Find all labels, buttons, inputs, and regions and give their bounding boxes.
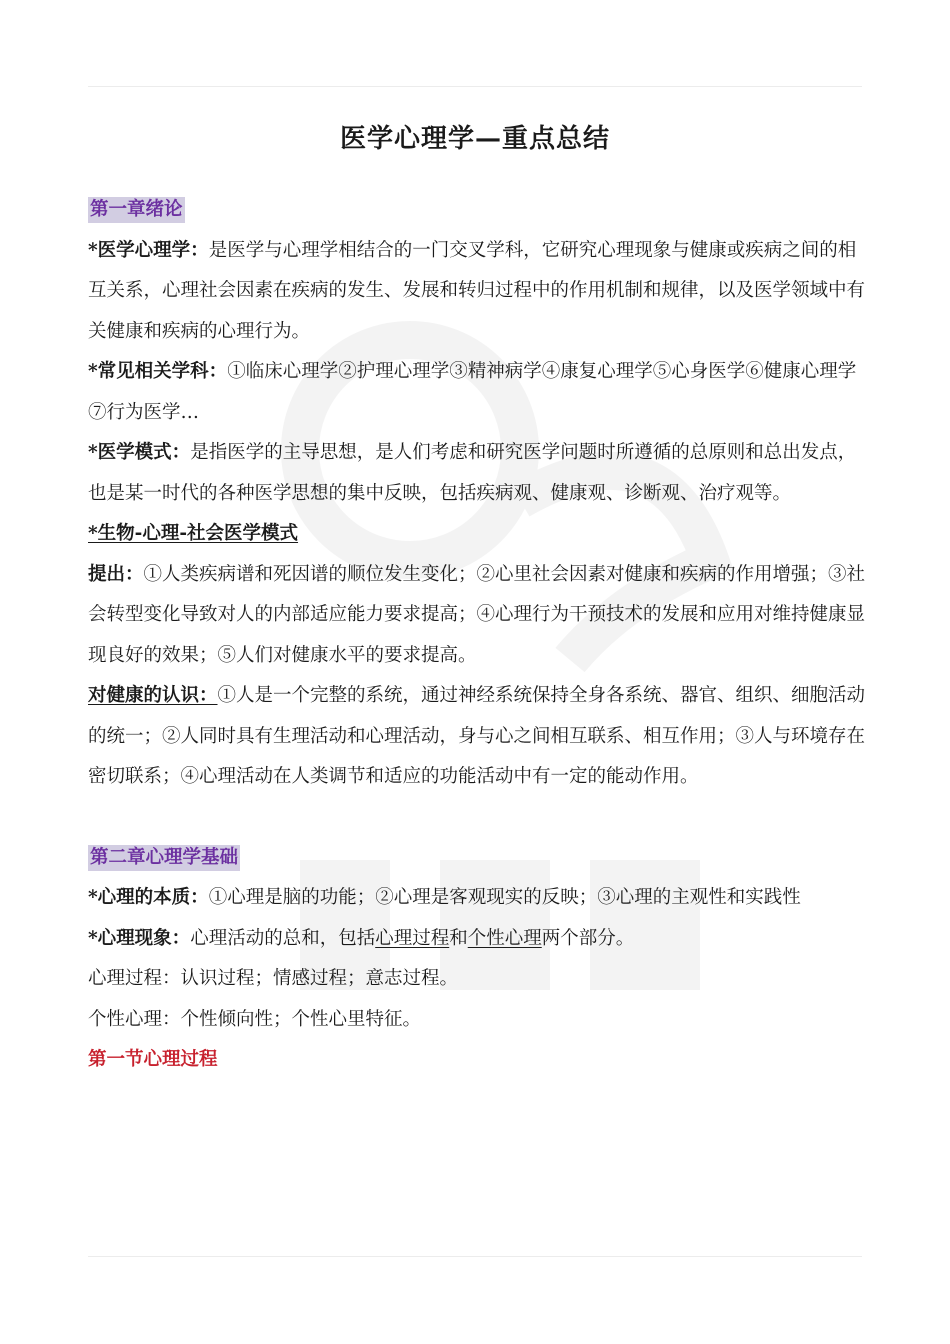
- chapter1-heading: 第一章绪论: [88, 197, 185, 223]
- medical-psychology-term: *医学心理学：: [88, 239, 209, 261]
- proposed-text: ①人类疾病谱和死因谱的顺位发生变化；②心里社会因素对健康和疾病的作用增强；③社会转型变化导致对人的内部适应能力要求提高；④心理行为干预技术的发展和应用对维持健康显现良好的效果；⑤人们对健康水平的要求提高。: [88, 563, 866, 666]
- essence-term: *心理的本质：: [88, 887, 209, 908]
- related-disciplines-paragraph: [88, 352, 868, 433]
- related-disciplines-term: *常见相关学科：: [88, 361, 228, 382]
- document-body: [88, 190, 868, 1081]
- section1-heading: 第一节心理过程: [88, 1049, 218, 1070]
- medical-psychology-paragraph: [88, 231, 868, 353]
- phenomena-text-a: 心理活动的总和，包括: [190, 927, 376, 949]
- personality-line: 个性心理：个性倾向性；个性心里特征。: [88, 1008, 422, 1030]
- phenomena-term: *心理现象：: [88, 927, 191, 949]
- health-view-term: 对健康的认识：: [88, 685, 218, 706]
- medical-model-term: *医学模式：: [88, 442, 191, 463]
- phenomena-text-b: 和: [449, 927, 468, 949]
- proposed-term: 提出：: [88, 563, 144, 585]
- health-view-paragraph: [88, 676, 868, 798]
- chapter2-heading: 第二章心理学基础: [88, 845, 240, 871]
- phenomena-link-process: 心理过程: [375, 927, 450, 949]
- medical-psychology-text: 是医学与心理学相结合的一门交叉学科，它研究心理现象与健康或疾病之间的相互关系，心理社会因素在疾病的发生、发展和转归过程中的作用机制和规律，以及医学领域中有关健康和疾病的心理行为。: [88, 239, 866, 342]
- essence-paragraph: [88, 878, 868, 919]
- top-divider: [88, 86, 862, 87]
- phenomena-link-personality: 个性心理: [467, 927, 542, 949]
- page-title: 医学心理学—重点总结: [339, 124, 610, 154]
- phenomena-paragraph: [88, 919, 868, 960]
- process-line: 心理过程：认识过程；情感过程；意志过程。: [88, 968, 459, 989]
- health-view-text: ①人是一个完整的系统，通过神经系统保持全身各系统、器官、组织、细胞活动的统一；②人同时具有生理活动和心理活动，身与心之间相互联系、相互作用；③人与环境存在密切联系；④心理活动在人类调节和适应的功能活动中有一定的能动作用。: [88, 685, 866, 787]
- medical-model-text: 是指医学的主导思想，是人们考虑和研究医学问题时所遵循的总原则和总出发点，也是某一时代的各种医学思想的集中反映，包括疾病观、健康观、诊断观、治疗观等。: [88, 442, 857, 504]
- bps-model-heading: *生物-心理-社会医学模式: [88, 523, 299, 544]
- essence-text: ①心理是脑的功能；②心理是客观现实的反映；③心理的主观性和实践性: [208, 887, 801, 908]
- bottom-divider: [88, 1256, 862, 1257]
- proposed-paragraph: [88, 555, 868, 677]
- related-disciplines-text: ①临床心理学②护理心理学③精神病学④康复心理学⑤心身医学⑥健康心理学⑦行为医学…: [88, 361, 857, 423]
- medical-model-paragraph: [88, 433, 868, 514]
- phenomena-text-c: 两个部分。: [541, 927, 635, 949]
